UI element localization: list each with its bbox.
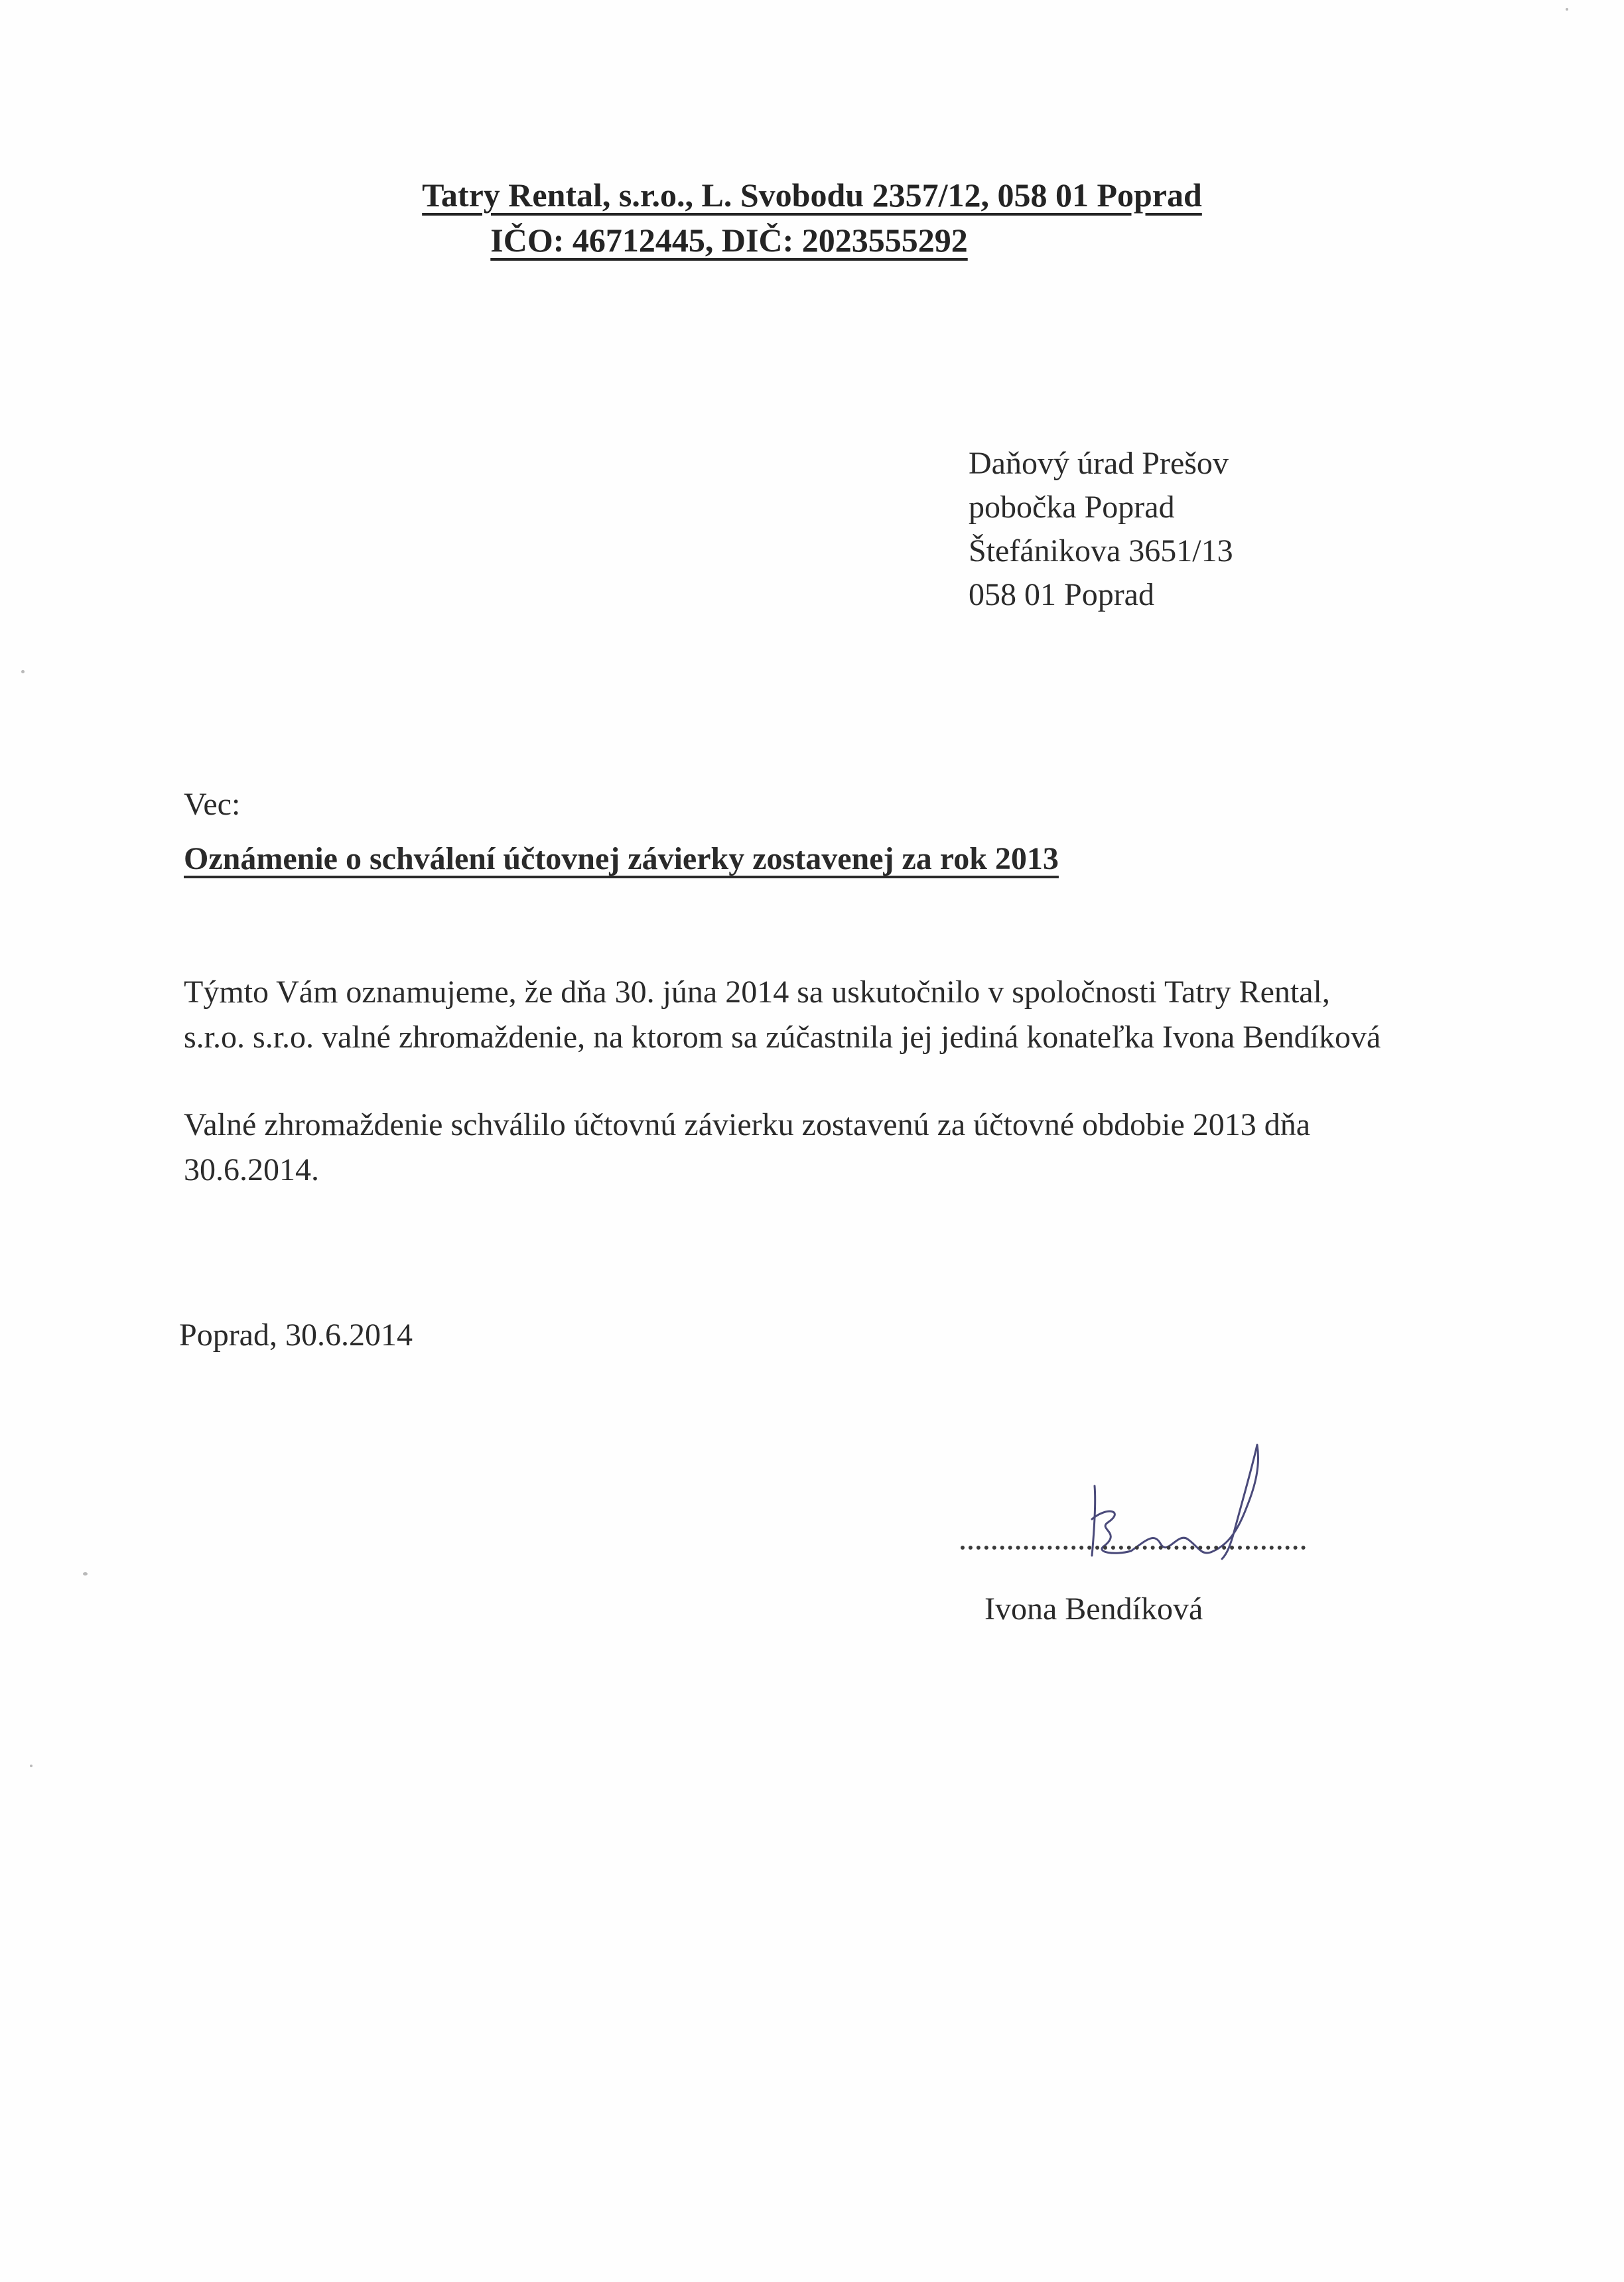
body-paragraph-2-line-2: 30.6.2014. <box>184 1152 319 1187</box>
signature-stroke-flourish <box>1211 1445 1258 1559</box>
scan-speck <box>83 1572 88 1576</box>
signer-name: Ivona Bendíková <box>984 1591 1203 1627</box>
company-address: Tatry Rental, s.r.o., L. Svobodu 2357/12, 058 01 Poprad <box>422 176 1202 214</box>
body-paragraph-2-line-1: Valné zhromaždenie schválilo účtovnú závierku zostavenú za účtovné obdobie 2013 dňa <box>184 1107 1311 1142</box>
body-paragraph-1 <box>184 970 1457 1060</box>
subject-title: Oznámenie o schválení účtovnej závierky zostavenej za rok 2013 <box>184 841 1059 876</box>
company-ids: IČO: 46712445, DIČ: 2023555292 <box>490 222 968 259</box>
scan-speck <box>30 1765 33 1767</box>
scan-speck <box>21 670 25 673</box>
body-paragraph-1-line-1: Týmto Vám oznamujeme, že dňa 30. júna 2014 sa uskutočnilo v spoločnosti Tatry Rental, <box>184 974 1330 1010</box>
body-paragraph-1-line-2: s.r.o. s.r.o. valné zhromaždenie, na ktorom sa zúčastnila jej jediná konateľka Ivona Bendíková <box>184 1020 1381 1055</box>
recipient-city: 058 01 Poprad <box>969 577 1154 612</box>
recipient-street: Štefánikova 3651/13 <box>969 533 1233 569</box>
body-paragraph-2 <box>184 1103 1457 1193</box>
scan-speck <box>1566 8 1568 11</box>
handwritten-signature <box>1068 1440 1294 1585</box>
signature-dotted-line <box>961 1546 1306 1550</box>
recipient-name: Daňový úrad Prešov <box>969 446 1229 481</box>
recipient-address <box>969 442 1233 617</box>
company-header-line <box>0 171 1624 219</box>
company-ids-line <box>0 216 1541 264</box>
recipient-branch: pobočka Poprad <box>969 490 1175 525</box>
subject-label: Vec: <box>184 787 241 822</box>
place-and-date: Poprad, 30.6.2014 <box>179 1317 413 1353</box>
